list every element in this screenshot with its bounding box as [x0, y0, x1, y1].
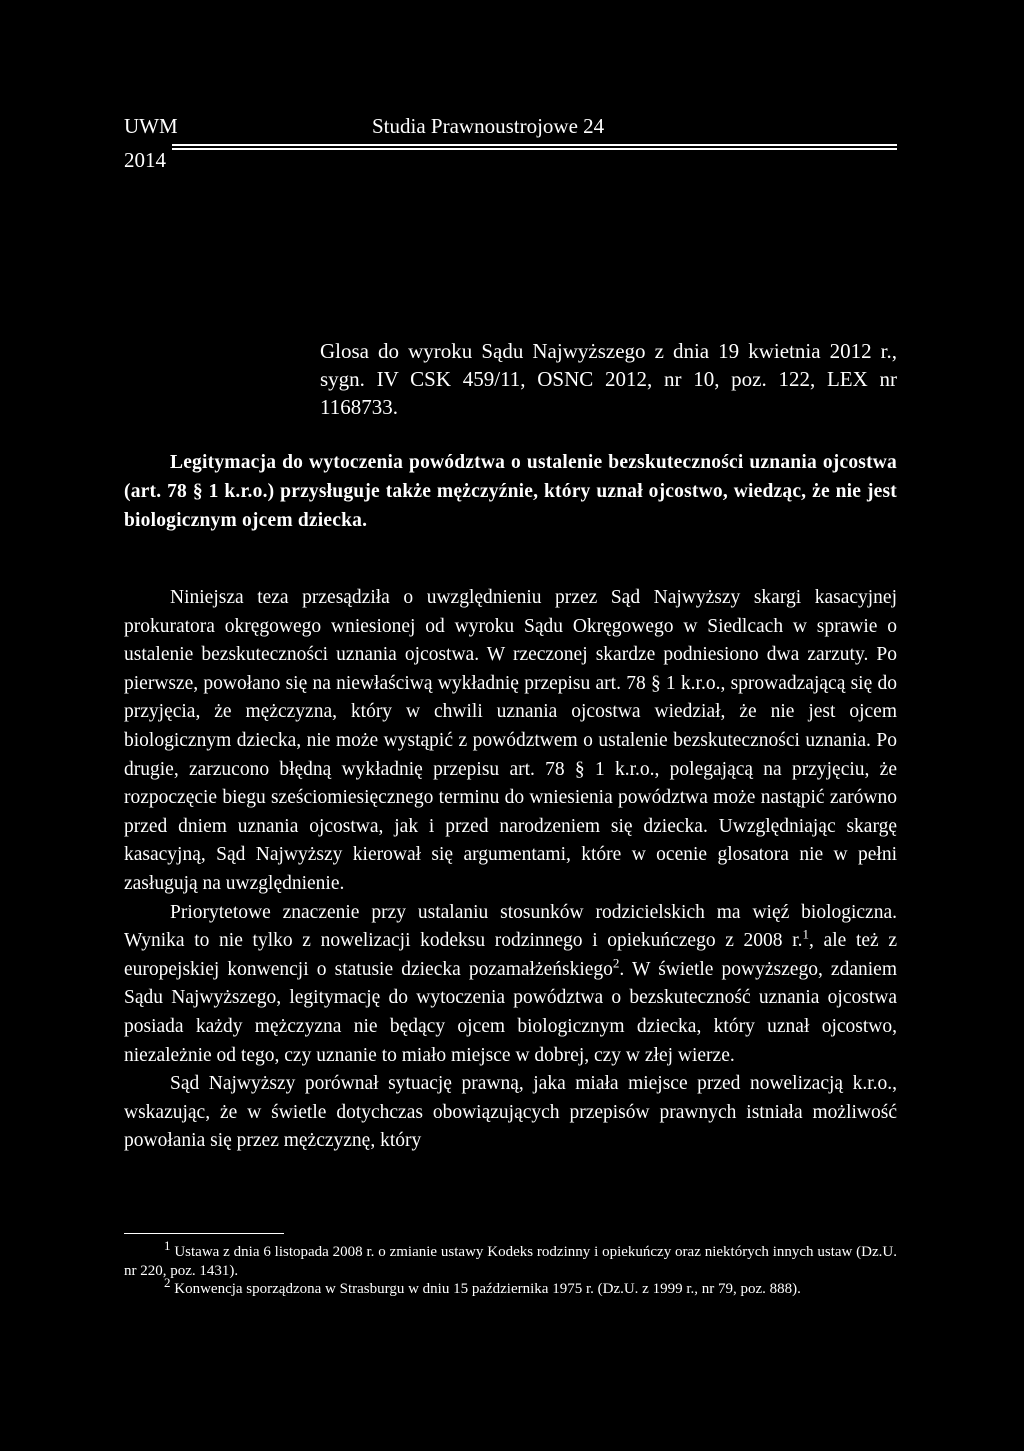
footnote-1 — [124, 1238, 898, 1280]
paragraph-2-part-a: Priorytetowe znaczenie przy ustalaniu stosunków rodzicielskich ma więź biologiczna. Wynika to nie tylko z nowelizacji kodeksu rodzinnego i opiekuńczego z 2008 r. — [124, 901, 897, 952]
case-citation: Glosa do wyroku Sądu Najwyższego z dnia 19 kwietnia 2012 r., sygn. IV CSK 459/11, OSNC 2012, nr 10, poz. 122, LEX nr 1168733. — [320, 339, 897, 419]
footnotes — [124, 1238, 898, 1299]
thesis-statement: Legitymacja do wytoczenia powództwa o ustalenie bezskuteczności uznania ojcostwa (art. 78 § 1 k.r.o.) przysługuje także mężczyźnie, który uznał ojcostwo, wiedząc, że nie jest biologicznym ojcem dziecka. — [124, 452, 897, 531]
publication-year: 2014 — [124, 148, 166, 172]
paragraph-1: Niniejsza teza przesądziła o uwzględnieniu przez Sąd Najwyższy skargi kasacyjnej prokuratora okręgowego wniesionej od wyroku Sądu Okręgowego w Siedlcach w sprawie o ustalenie bezskuteczności uznania ojcostwa. W rzeczonej skardze podniesiono dwa zarzuty. Po pierwsze, powołano się na niewłaściwą wykładnię przepisu art. 78 § 1 k.r.o., sprowadzającą się do przyjęcia, że mężczyzna, który w chwili uznania ojcostwa wiedział, że nie jest ojcem biologicznym dziecka, nie może wystąpić z powództwem o ustalenie bezskuteczności uznania. Po drugie, zarzucono błędną wykładnię przepisu art. 78 § 1 k.r.o., polegającą na przyjęciu, że rozpoczęcie biegu sześciomiesięcznego terminu do wniesienia powództwa może nastąpić zarówno przed dniem uznania ojcostwa, jak i przed narodzeniem się dziecka. Uwzględniając skargę kasacyjną, Sąd Najwyższy kierował się argumentami, które w ocenie glosatora nie w pełni zasługują na uwzględnienie. — [124, 587, 897, 894]
journal-title: Studia Prawnoustrojowe 24 — [372, 114, 605, 138]
footnote-2-text: Konwencja sporządzona w Strasburgu w dniu 15 października 1975 r. (Dz.U. z 1999 r., nr 79, poz. 888). — [174, 1281, 801, 1297]
running-header — [124, 112, 897, 172]
paragraph-2-part-c: . W świetle powyższego, zdaniem Sądu Najwyższego, legitymację do wytoczenia powództwa o bezskuteczność uznania ojcostwa posiada każdy mężczyzna nie będący ojcem biologicznym dziecka, który uznał ojcostwo, niezależnie od tego, czy uznanie to miało miejsce w dobrej, czy w złej wierze. — [124, 958, 897, 1066]
paragraph-2-part-b: , ale też z europejskiej konwencji o statusie dziecka pozamałżeńskiego — [124, 930, 897, 980]
footnote-separator — [124, 1233, 284, 1234]
footnote-2 — [124, 1275, 897, 1299]
body-text — [124, 584, 897, 1156]
footnote-1-number: 1 — [164, 1238, 171, 1253]
publisher-label: UWM — [124, 114, 178, 138]
footnote-2-number: 2 — [164, 1275, 171, 1290]
header-double-rule — [172, 144, 897, 150]
paragraph-3: Sąd Najwyższy porównał sytuację prawną, jaka miała miejsce przed nowelizacją k.r.o., wskazując, że w świetle dotychczas obowiązujących przepisów prawnych istniała możliwość powołania się przez mężczyznę, który — [124, 1073, 897, 1152]
paragraph-2 — [124, 899, 897, 1071]
footnote-ref-1[interactable]: 1 — [802, 926, 810, 942]
footnote-1-text: Ustawa z dnia 6 listopada 2008 r. o zmianie ustawy Kodeks rodzinny i opiekuńczy oraz niektórych innych ustaw (Dz.U. nr 220, poz. 1431). — [124, 1244, 898, 1279]
footnote-ref-2[interactable]: 2 — [612, 955, 620, 971]
